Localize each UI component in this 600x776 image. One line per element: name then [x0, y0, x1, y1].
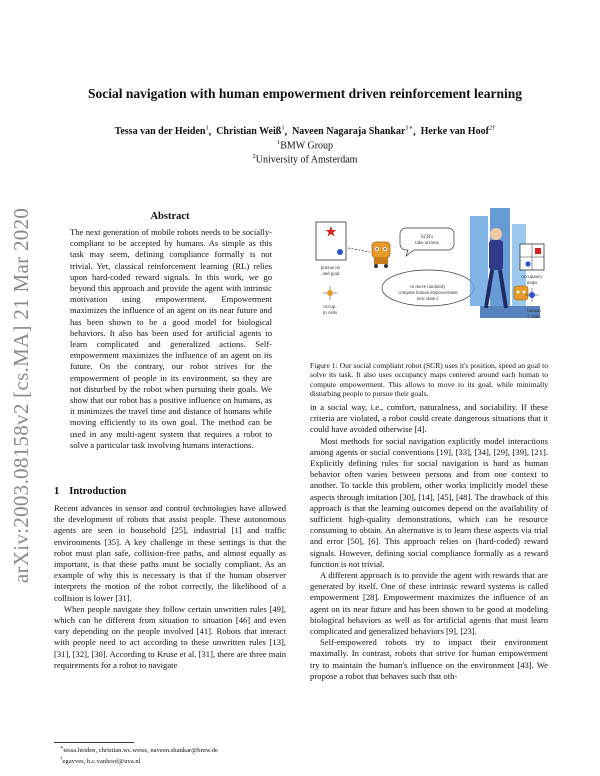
dashed-arrow: [348, 248, 370, 252]
figure-label: occup. in cells: [322, 305, 338, 316]
human-dot-icon: [337, 249, 343, 255]
affiliation: $^2$University of Amsterdam: [252, 153, 358, 166]
author: Christian Weiß$^1$: [216, 125, 285, 138]
paragraph: Recent advances in sensor and control technologies have allowed the development of robots that assist people. These autonomous agents are seen in household [25], industrial [1] and traffic environments [35]. A key challenge in these settings is that the robot must plan safe, collision-free paths, and almost equally as important, is that these paths must be socially compliant. As an example of why this is necessary is that if the human observer interprets the motion of the robot correctly, the likelihood of a collision is lower [31].: [54, 503, 286, 603]
arxiv-identifier[interactable]: arXiv:2003.08158v2 [cs.MA] 21 Mar 2020: [9, 207, 34, 583]
paragraph: in a social way, i.e., comfort, naturalness, and sociability. If these criteria are violated, a robot could create dangerous situations that it could have avoided otherwise [4].: [310, 402, 548, 435]
footnote-rule: [54, 742, 134, 743]
arxiv-sidebar: [4, 200, 40, 590]
paragraph: Self-empowered robots try to impact their environment maximally. In contrast, robots that strive for human empowerment try to maintain the human's influence on the environment [43]. We propose a robot that behaves such that oth-: [310, 637, 548, 681]
section-heading-introduction: 1 Introduction: [54, 486, 127, 497]
paper-title: Social navigation with human empowerment driven reinforcement learning: [87, 86, 523, 101]
footnote: ∗tessa.heiden, christian.wc.weiss, naveen.shankar@bmw.de: [60, 746, 218, 755]
figure-label: pursue its: [320, 266, 341, 271]
introduction-body: [54, 503, 286, 671]
abstract-heading: Abstract: [150, 211, 190, 222]
author: Tessa van der Heiden$^1$: [114, 125, 209, 138]
author: Naveen Nagaraja Shankar$^{1∗}$: [292, 125, 414, 138]
right-column-body: [310, 402, 548, 682]
occupancy-icon: [323, 286, 337, 300]
small-robot-icon: [514, 286, 528, 300]
svg-text:pursue its and goal: pursue its and goal: [320, 266, 341, 277]
figure-1-caption: Figure 1: Our social compliant robot (SCR) uses it's position, speed an goal to solve its task. It also uses occupancy maps centered around each human to compute empowerment. This allows to move to its goal, while minimally disturbing people to pursue their goals.: [310, 360, 548, 399]
figure-label: occupancy maps: [521, 275, 543, 286]
footnote: †egavves, h.c.vanhoof@uva.nl: [60, 756, 141, 765]
figure-label: SCR's take actions: [415, 235, 439, 246]
figure-1-illustration: [310, 208, 550, 350]
affiliation: $^1$BMW Group: [276, 139, 334, 152]
paragraph: Most methods for social navigation explicitly model interactions among agents or social conventions [19], [33], [34], [29], [39], [21]. Explicitly defining rules for social navigation is hard as human behavior often varies between persons and from one context to another. To tackle this problem, other works implicitly model these aspects through imitation [30], [14], [45], [48]. The drawback of this approach is that the learning outcomes depend on the availability of sufficient high-quality demonstrations, which can be resource consuming to obtain. An alternative is to learn these aspects via trial and error [50], [6]. This approach relies on (hard-coded) reward signals. However, defining social compliance formally as a reward function is not trivial.: [310, 435, 548, 569]
paragraph: A different approach is to provide the agent with rewards that are generated by itself. One of these intrinsic reward systems is called empowerment [28]. Empowerment maximizes the influence of an agent on its near future and has been shown to be good at modeling biological behaviors as well as for artificial agents that must learn complicated and generalized behaviors [9], [23].: [310, 570, 548, 637]
author-list: Tessa van der Heiden$^1$, Christian Weiß$^1$, Naveen Nagaraja Shankar$^{1∗}$, Herke van Hoof$^{2\dagger}$: [114, 125, 496, 138]
robot-icon: [372, 242, 390, 268]
abstract-text: The next generation of mobile robots needs to be socially-compliant to be accepted by humans. As simple as this task may seem, defining compliance formally is not trivial. Yet, classical reinforcement learning (RL) relies upon hard-coded reward signals. In this work, we go beyond this approach and provide the agent with intrinsic motivation using empowerment. Empowerment maximizes the influence of an agent on its near future and has been shown to be a good model for biological behaviors. It also has been used for artificial agents to learn complicated and generalized actions. Self-empowerment maximizes the influence of an agent on its future. On the contrary, our robot strives for the empowerment of people in its environment, so they are not disturbed by the robot when pursuing their goals. We show that our robot has a positive influence on humans, as it minimizes the travel time and distance of humans while moving efficiently to its own goal. The method can be used in any multi-agent system that requires a robot to solve a particular task involving humans interactions.: [70, 227, 272, 450]
figure-label: to move randomly compute human empowerment new state s': [398, 285, 458, 302]
footnotes: [60, 745, 286, 766]
paragraph: When people navigate they follow certain unwritten rules [49], which can be different from situation to situation [46] and even vary depending on the people involved [41]. Robots that interact with people need to act according to these unwritten rules [13], [31], [32], [30]. According to Kruse et al. [31], there are three main requirements for a robot to navigate: [54, 603, 286, 670]
author: Herke van Hoof$^{2\dagger}$: [420, 125, 496, 138]
figure-label: human s' state: [527, 309, 541, 320]
